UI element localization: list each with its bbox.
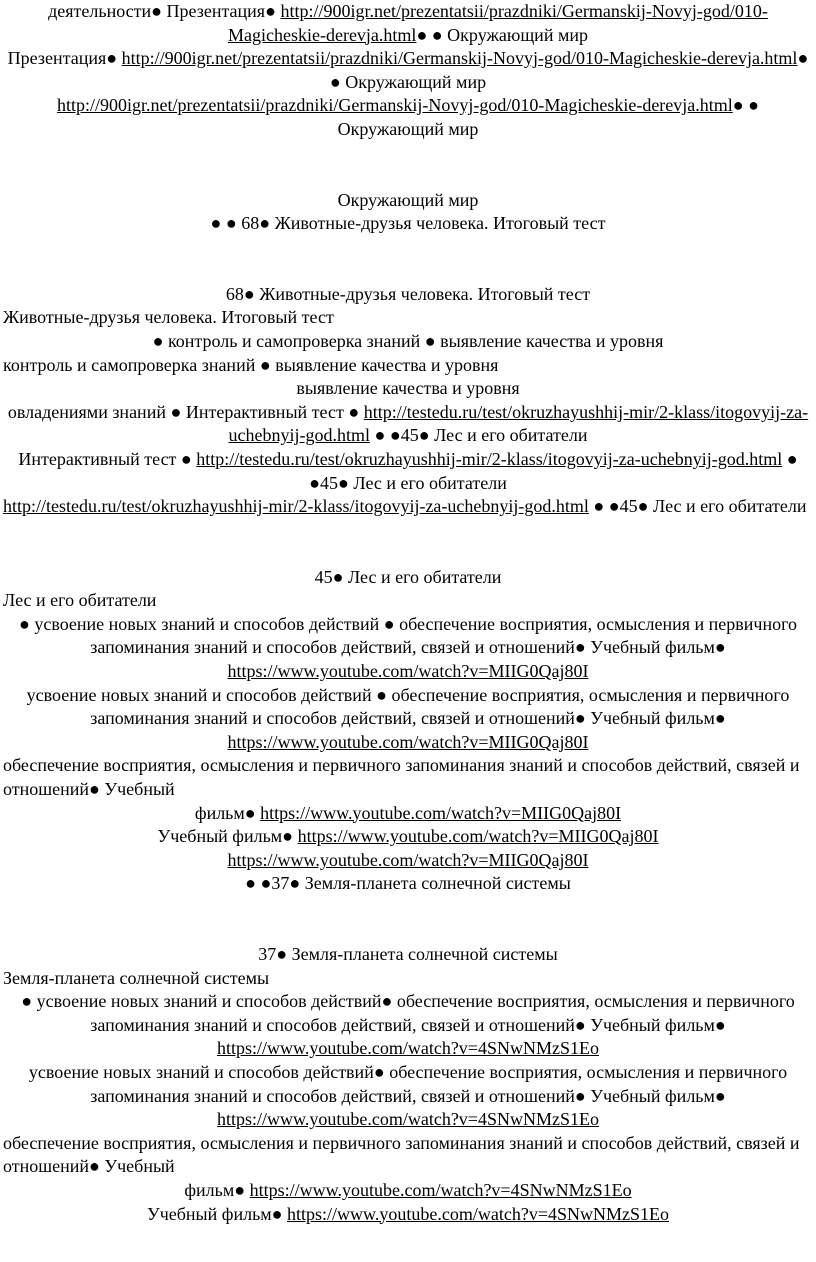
line-text: ● ● Окружающий мир (337, 95, 760, 139)
line-text: Учебный фильм● (146, 1203, 288, 1224)
line-text: деятельности● Презентация● (48, 1, 281, 21)
document-line (3, 189, 813, 213)
paragraph-gap (3, 896, 813, 943)
line-text: Окружающий мир (337, 189, 479, 210)
hyperlink[interactable]: https://www.youtube.com/watch?v=MIIG0Qaj80I (297, 826, 659, 847)
line-text: Презентация● (7, 48, 122, 69)
hyperlink[interactable]: https://www.youtube.com/watch?v=MIIG0Qaj80I (227, 731, 589, 752)
document-line (3, 967, 813, 991)
document-line (3, 0, 813, 47)
line-text: фильм● (194, 802, 261, 823)
line-text: ● ●45● Лес и его обитатели (369, 425, 588, 446)
document-line (3, 684, 813, 755)
hyperlink[interactable]: http://900igr.net/prezentatsii/prazdniki/Germanskij-Novyj-god/010-Magicheskie-derevja.html (56, 95, 733, 116)
line-text: ● ● Окружающий мир (329, 48, 809, 92)
line-text: выявление качества и уровня (296, 378, 520, 399)
line-text: овладениями знаний ● Интерактивный тест ● (7, 401, 364, 422)
hyperlink[interactable]: https://www.youtube.com/watch?v=4SNwNMzS1Eo (249, 1179, 632, 1200)
hyperlink[interactable]: https://www.youtube.com/watch?v=MIIG0Qaj80I (227, 661, 589, 682)
document-line (3, 94, 813, 141)
document-line (3, 1061, 813, 1132)
document-line (3, 1132, 813, 1179)
hyperlink[interactable]: https://www.youtube.com/watch?v=4SNwNMzS1Eo (217, 1038, 599, 1059)
line-text: 45● Лес и его обитатели (314, 566, 502, 587)
line-text: Лес и его обитатели (3, 590, 157, 611)
document-line (3, 872, 813, 896)
line-text: 68● Животные-друзья человека. Итоговый тест (225, 283, 591, 304)
document-line (3, 566, 813, 590)
paragraph-gap (3, 236, 813, 283)
hyperlink[interactable]: http://testedu.ru/test/okruzhayushhij-mir/2-klass/itogovyij-za-uchebnyij-god.html (228, 401, 809, 446)
document-line (3, 283, 813, 307)
line-text: усвоение новых знаний и способов действий ● обеспечение восприятия, осмысления и первичного запоминания знаний и способов действий, связей и отношений● Учебный фильм● (26, 684, 790, 729)
document-line (3, 377, 813, 401)
line-text: ● ●45● Лес и его обитатели (588, 496, 807, 517)
hyperlink[interactable]: https://www.youtube.com/watch?v=4SNwNMzS1Eo (217, 1109, 599, 1130)
document-line (3, 1203, 813, 1227)
paragraph-gap (3, 519, 813, 566)
document-line (3, 495, 813, 519)
document-line (3, 802, 813, 826)
hyperlink[interactable]: http://testedu.ru/test/okruzhayushhij-mir/2-klass/itogovyij-za-uchebnyij-god.html (196, 448, 783, 469)
document-line (3, 589, 813, 613)
document-line (3, 754, 813, 801)
hyperlink[interactable]: http://testedu.ru/test/okruzhayushhij-mir/2-klass/itogovyij-za-uchebnyij-god.html (3, 496, 589, 517)
hyperlink[interactable]: http://900igr.net/prezentatsii/prazdniki/Germanskij-Novyj-god/010-Magicheskie-derevja.html (121, 48, 798, 69)
document-line (3, 330, 813, 354)
document-line (3, 849, 813, 873)
document-line (3, 1179, 813, 1203)
line-text: ● усвоение новых знаний и способов действий ● обеспечение восприятия, осмысления и первичного запоминания знаний и способов действий, связей и отношений● Учебный фильм● (18, 613, 798, 658)
document-line (3, 448, 813, 495)
document-line (3, 825, 813, 849)
line-text: ● ● Окружающий мир (416, 24, 588, 45)
line-text: обеспечение восприятия, осмысления и первичного запоминания знаний и способов действий, связей и отношений● Учебный (3, 1132, 800, 1177)
line-text: контроль и самопроверка знаний ● выявление качества и уровня (3, 354, 499, 375)
document-line (3, 401, 813, 448)
paragraph-gap (3, 142, 813, 189)
document-line (3, 306, 813, 330)
document-line (3, 943, 813, 967)
line-text: Учебный фильм● (157, 826, 298, 847)
line-text: ● ●37● Земля-планета солнечной системы (245, 873, 571, 894)
line-text: ● контроль и самопроверка знаний ● выявление качества и уровня (152, 330, 664, 351)
document-line (3, 354, 813, 378)
hyperlink[interactable]: https://www.youtube.com/watch?v=4SNwNMzS1Eo (287, 1203, 669, 1224)
document-line (3, 613, 813, 684)
document-line (3, 212, 813, 236)
line-text: фильм● (184, 1179, 250, 1200)
hyperlink[interactable]: http://900igr.net/prezentatsii/prazdniki/Germanskij-Novyj-god/010-Magicheskie-derevja.html (228, 1, 768, 45)
line-text: обеспечение восприятия, осмысления и первичного запоминания знаний и способов действий, связей и отношений● Учебный (3, 755, 800, 800)
document-body (3, 0, 813, 1226)
line-text: 37● Земля-планета солнечной системы (258, 944, 558, 964)
line-text: ● ●45● Лес и его обитатели (309, 448, 798, 493)
line-text: усвоение новых знаний и способов действий● обеспечение восприятия, осмысления и первичного запоминания знаний и способов действий, связей и отношений● Учебный фильм● (28, 1061, 788, 1106)
document-line (3, 47, 813, 94)
line-text: Земля-планета солнечной системы (3, 967, 270, 988)
hyperlink[interactable]: https://www.youtube.com/watch?v=MIIG0Qaj80I (227, 849, 589, 870)
hyperlink[interactable]: https://www.youtube.com/watch?v=MIIG0Qaj80I (260, 802, 622, 823)
line-text: Животные-друзья человека. Итоговый тест (3, 307, 334, 328)
line-text: ● усвоение новых знаний и способов действий● обеспечение восприятия, осмысления и первичного запоминания знаний и способов действий, связей и отношений● Учебный фильм● (21, 991, 795, 1035)
line-text: ● ● 68● Животные-друзья человека. Итоговый тест (210, 213, 606, 234)
document-line (3, 990, 813, 1061)
line-text: Интерактивный тест ● (18, 448, 197, 469)
